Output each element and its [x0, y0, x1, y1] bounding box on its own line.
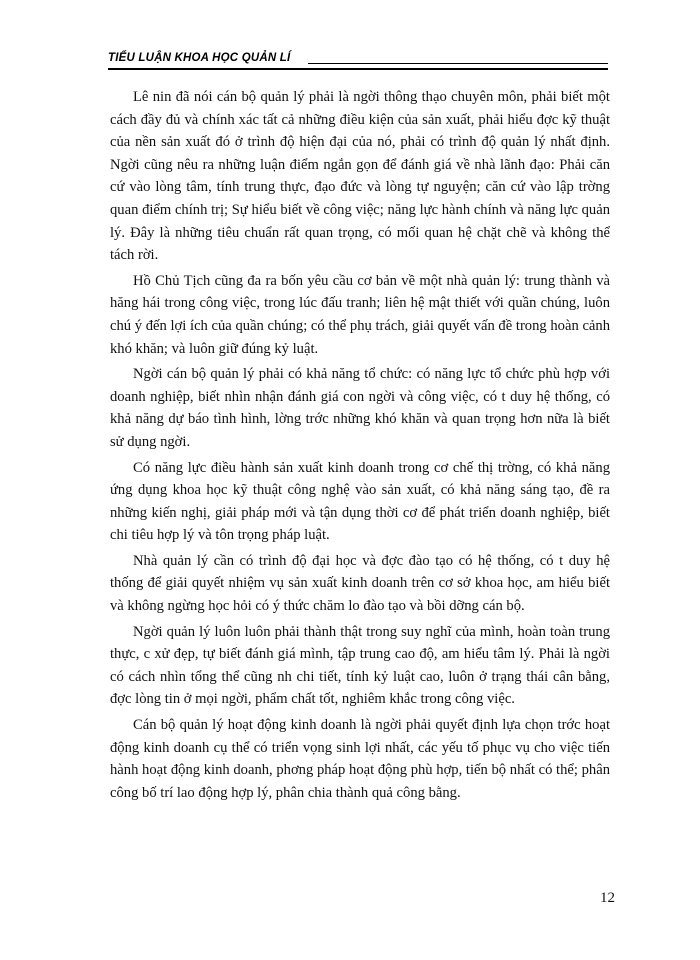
- paragraph-lenin: Lê nin đã nói cán bộ quản lý phải là ngời thông thạo chuyên môn, phải biết một cách đầy đủ và chính xác tất cả những điều kiện của sản xuất, phải hiểu đợc kỹ thuật của nền sản xuất đó ở trình độ hiện đại của nó, phải có trình độ quản lý nhất định. Ngời cũng nêu ra những luận điểm ngắn gọn để đánh giá về nhà lãnh đạo: Phải căn cứ vào lòng tâm, tính trung thực, đạo đức và lòng tự nguyện; căn cứ vào lập trờng quan điểm chính trị; Sự hiểu biết về công việc; năng lực hành chính và năng lực quản lý. Đây là những tiêu chuẩn rất quan trọng, có mối quan hệ chặt chẽ và không thể tách rời.: [110, 89, 610, 264]
- header-rule: [108, 68, 608, 70]
- paragraph-kha-nang-to-chuc: Ngời cán bộ quản lý phải có khả năng tổ chức: có năng lực tổ chức phù hợp với doanh nghiệp, biết nhìn nhận đánh giá con ngời và công việc, có t duy hệ thống, có khả năng dự báo tình hình, lờng trớc những khó khăn và quan trọng hơn nữa là biết sử dụng ngời.: [110, 366, 610, 450]
- paragraph-pham-chat: Ngời quản lý luôn luôn phải thành thật trong suy nghĩ của mình, hoàn toàn trung thực, c xử đẹp, tự biết đánh giá mình, tập trung cao độ, am hiểu tâm lý. Phải là ngời có cách nhìn tổng thể cũng nh chi tiết, tính kỷ luật cao, luôn ở trạng thái cân bằng, đợc lòng tin ở mọi ngời, phẩm chất tốt, nghiêm khắc trong công việc.: [110, 623, 610, 708]
- document-body: [110, 86, 610, 807]
- header-title: TIỂU LUẬN KHOA HỌC QUẢN LÍ: [108, 52, 291, 64]
- paragraph-quyet-dinh: Cán bộ quản lý hoạt động kinh doanh là ngời phải quyết định lựa chọn trớc hoạt động kinh doanh cụ thể có triển vọng sinh lợi nhất, các yếu tố phục vụ cho việc tiến hành hoạt động kinh doanh, phơng pháp hoạt động phù hợp, tiến bộ nhất có thể; phân công bố trí lao động hợp lý, phân chia thành quả công bằng.: [110, 717, 610, 801]
- paragraph-nang-luc-dieu-hanh: Có năng lực điều hành sản xuất kinh doanh trong cơ chế thị trờng, có khả năng ứng dụng khoa học kỹ thuật công nghệ vào sản xuất, có khả năng sáng tạo, đề ra những kiến nghị, giải pháp mới và tận dụng thời cơ để phát triển doanh nghiệp, biết chi tiêu hợp lý và tôn trọng pháp luật.: [110, 459, 610, 544]
- paragraph-trinh-do: Nhà quản lý cần có trình độ đại học và đợc đào tạo có hệ thống, có t duy hệ thống để giải quyết nhiệm vụ sản xuất kinh doanh trên cơ sở khoa học, am hiểu biết và không ngừng học hỏi có ý thức chăm lo đào tạo và bồi dỡng cán bộ.: [110, 552, 610, 615]
- paragraph-ho-chu-tich: Hồ Chủ Tịch cũng đa ra bốn yêu cầu cơ bản về một nhà quản lý: trung thành và hăng hái trong công việc, trong lúc đấu tranh; liên hệ mật thiết với quần chúng, luôn chú ý đến lợi ích của quần chúng; có thể phụ trách, giải quyết vấn đề trong hoàn cảnh khó khăn; và luôn giữ đúng kỷ luật.: [110, 272, 610, 357]
- page-header: [108, 52, 608, 72]
- header-rule-thin: [308, 63, 608, 64]
- page-number: 12: [600, 890, 615, 906]
